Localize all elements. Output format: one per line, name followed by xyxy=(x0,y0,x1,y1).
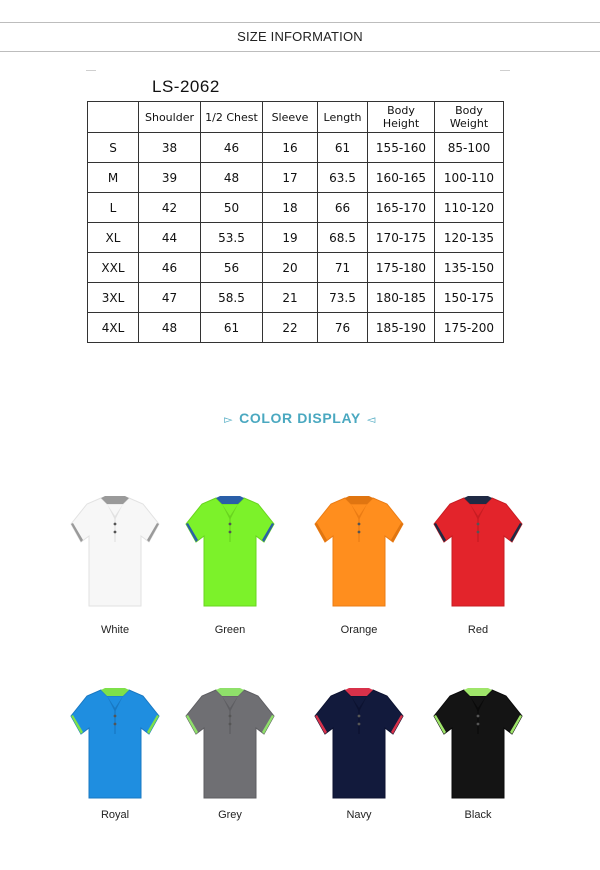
color-label: Green xyxy=(214,624,246,636)
table-cell: 73.5 xyxy=(318,283,368,313)
polo-shirt-navy[interactable] xyxy=(309,682,409,802)
corner-mark-right xyxy=(500,70,510,71)
table-row xyxy=(88,163,504,193)
color-display-title: COLOR DISPLAY xyxy=(239,410,361,426)
size-information-title: SIZE INFORMATION xyxy=(237,29,363,44)
corner-mark-left xyxy=(86,70,96,71)
size-table-header-row xyxy=(88,102,504,133)
table-cell: 46 xyxy=(139,253,201,283)
table-row xyxy=(88,133,504,163)
table-cell: 48 xyxy=(139,313,201,343)
polo-shirt-icon xyxy=(309,682,409,802)
table-row xyxy=(88,223,504,253)
table-cell: 16 xyxy=(263,133,318,163)
table-cell: 120-135 xyxy=(435,223,504,253)
polo-shirt-black[interactable] xyxy=(428,682,528,802)
color-label: Navy xyxy=(346,809,372,821)
table-cell: 46 xyxy=(201,133,263,163)
table-cell: 185-190 xyxy=(368,313,435,343)
table-cell: 85-100 xyxy=(435,133,504,163)
table-cell: 18 xyxy=(263,193,318,223)
left-triangle-icon: ◅ xyxy=(366,414,376,426)
polo-shirt-royal[interactable] xyxy=(65,682,165,802)
table-row xyxy=(88,313,504,343)
polo-shirt-icon xyxy=(428,682,528,802)
table-row xyxy=(88,283,504,313)
table-cell: 100-110 xyxy=(435,163,504,193)
polo-shirt-white[interactable] xyxy=(65,490,165,610)
polo-shirt-red[interactable] xyxy=(428,490,528,610)
table-cell: 48 xyxy=(201,163,263,193)
color-label: Red xyxy=(467,624,489,636)
table-cell: 135-150 xyxy=(435,253,504,283)
column-header: Body Weight xyxy=(435,102,504,133)
column-header: Body Height xyxy=(368,102,435,133)
table-cell: 19 xyxy=(263,223,318,253)
table-cell: 63.5 xyxy=(318,163,368,193)
table-cell: 110-120 xyxy=(435,193,504,223)
size-label-cell: 3XL xyxy=(88,283,139,313)
table-cell: 17 xyxy=(263,163,318,193)
table-cell: 44 xyxy=(139,223,201,253)
size-information-header xyxy=(0,22,600,52)
size-label-cell: 4XL xyxy=(88,313,139,343)
table-cell: 47 xyxy=(139,283,201,313)
table-cell: 170-175 xyxy=(368,223,435,253)
table-cell: 66 xyxy=(318,193,368,223)
table-cell: 22 xyxy=(263,313,318,343)
table-cell: 150-175 xyxy=(435,283,504,313)
column-header: Length xyxy=(318,102,368,133)
size-table xyxy=(87,101,504,343)
color-label: White xyxy=(100,624,130,636)
polo-shirt-icon xyxy=(65,682,165,802)
table-cell: 56 xyxy=(201,253,263,283)
color-label: Grey xyxy=(218,809,242,821)
polo-shirt-icon xyxy=(65,490,165,610)
polo-shirt-icon xyxy=(428,490,528,610)
table-cell: 76 xyxy=(318,313,368,343)
color-display-heading xyxy=(0,410,600,426)
polo-shirt-grey[interactable] xyxy=(180,682,280,802)
table-cell: 61 xyxy=(318,133,368,163)
table-cell: 175-180 xyxy=(368,253,435,283)
size-label-cell: M xyxy=(88,163,139,193)
column-header: Shoulder xyxy=(139,102,201,133)
table-cell: 58.5 xyxy=(201,283,263,313)
size-label-cell: XXL xyxy=(88,253,139,283)
table-cell: 175-200 xyxy=(435,313,504,343)
color-label: Black xyxy=(464,809,492,821)
table-cell: 68.5 xyxy=(318,223,368,253)
polo-shirt-icon xyxy=(309,490,409,610)
column-header: 1/2 Chest xyxy=(201,102,263,133)
table-row xyxy=(88,253,504,283)
polo-shirt-icon xyxy=(180,490,280,610)
color-label: Royal xyxy=(100,809,130,821)
table-row xyxy=(88,193,504,223)
model-number: LS-2062 xyxy=(152,77,220,96)
column-header: Sleeve xyxy=(263,102,318,133)
table-cell: 42 xyxy=(139,193,201,223)
table-cell: 160-165 xyxy=(368,163,435,193)
right-triangle-icon: ▻ xyxy=(224,414,234,426)
table-cell: 53.5 xyxy=(201,223,263,253)
size-label-cell: L xyxy=(88,193,139,223)
table-cell: 20 xyxy=(263,253,318,283)
table-cell: 39 xyxy=(139,163,201,193)
table-cell: 155-160 xyxy=(368,133,435,163)
polo-shirt-icon xyxy=(180,682,280,802)
size-label-cell: S xyxy=(88,133,139,163)
size-column-header xyxy=(88,102,139,133)
size-label-cell: XL xyxy=(88,223,139,253)
table-cell: 38 xyxy=(139,133,201,163)
table-cell: 61 xyxy=(201,313,263,343)
table-cell: 165-170 xyxy=(368,193,435,223)
table-cell: 21 xyxy=(263,283,318,313)
polo-shirt-green[interactable] xyxy=(180,490,280,610)
table-cell: 71 xyxy=(318,253,368,283)
color-label: Orange xyxy=(340,624,378,636)
size-table-body xyxy=(88,133,504,343)
table-cell: 180-185 xyxy=(368,283,435,313)
table-cell: 50 xyxy=(201,193,263,223)
polo-shirt-orange[interactable] xyxy=(309,490,409,610)
